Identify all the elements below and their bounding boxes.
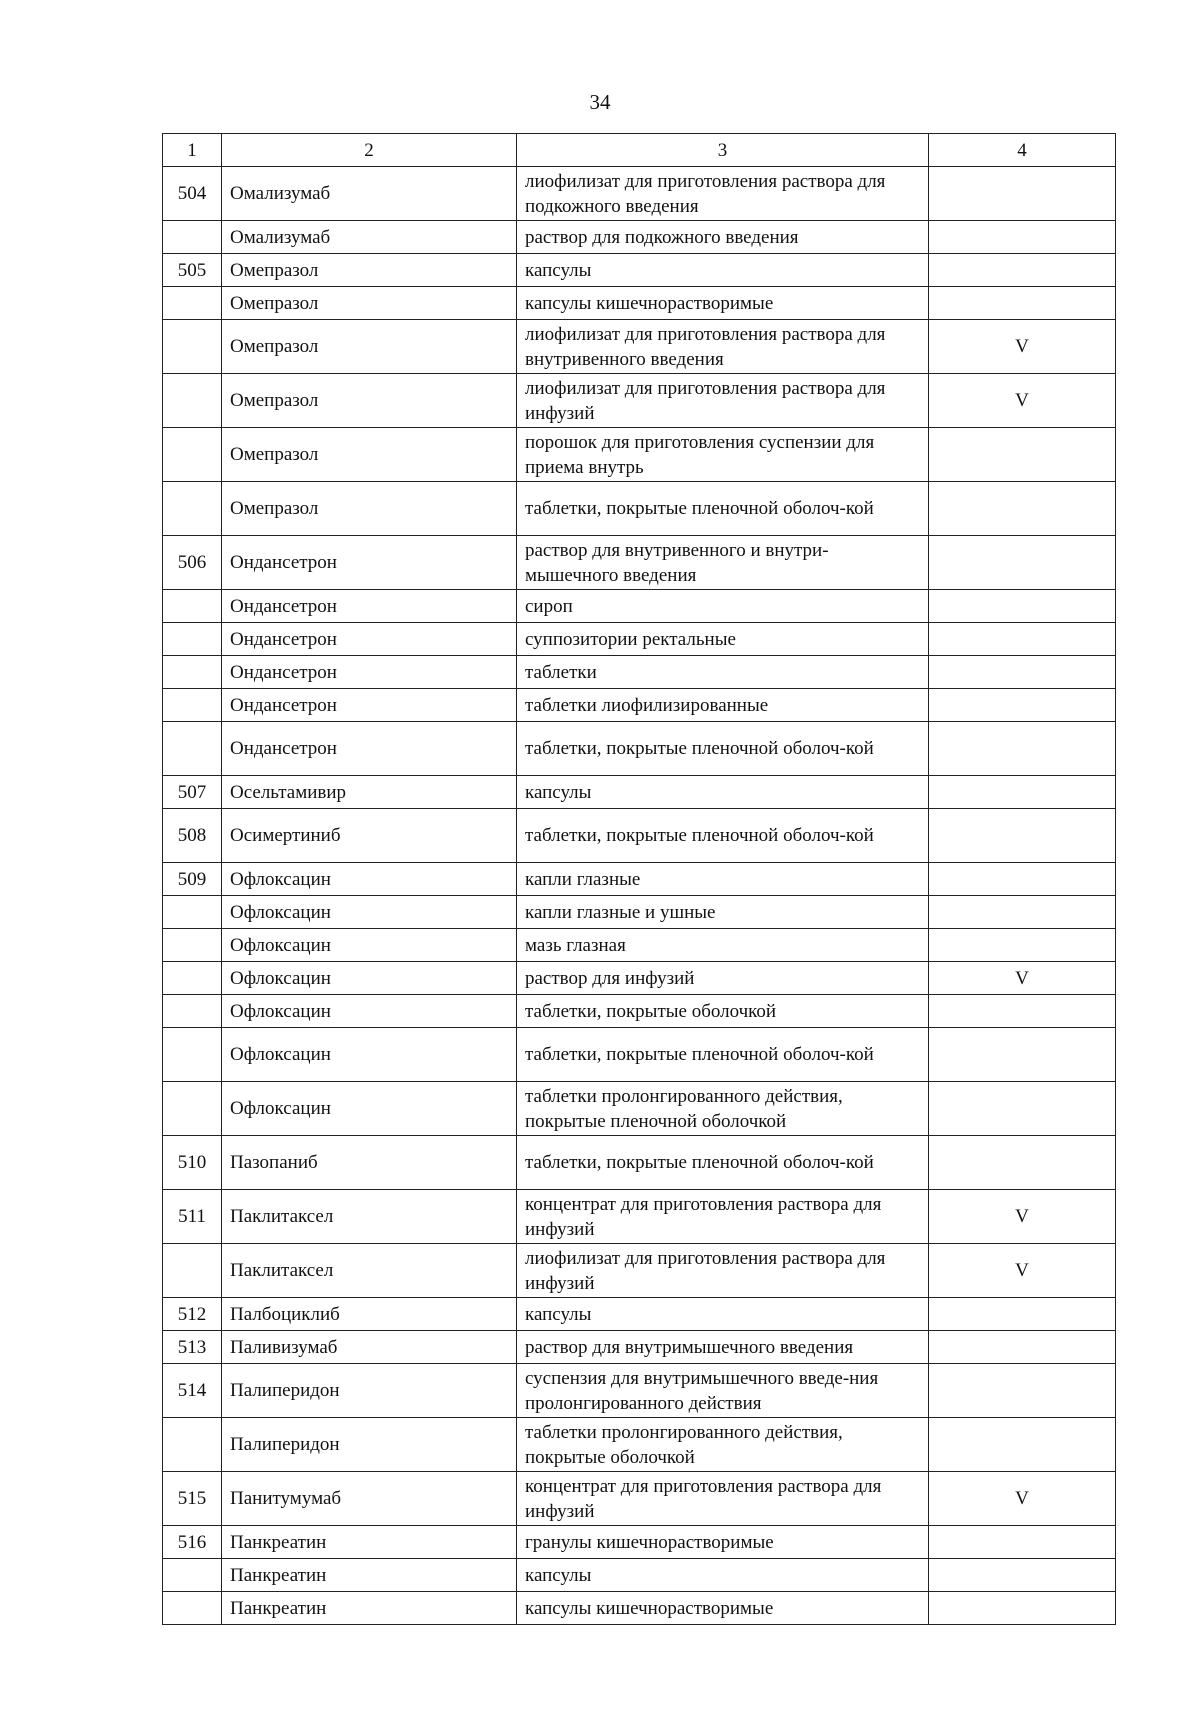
drug-name: Ондансетрон <box>222 590 517 623</box>
mark-cell <box>929 929 1116 962</box>
drug-name: Омализумаб <box>222 167 517 221</box>
table-row <box>163 776 1116 809</box>
row-number <box>163 1559 222 1592</box>
row-number: 507 <box>163 776 222 809</box>
drug-name: Паклитаксел <box>222 1190 517 1244</box>
mark-cell <box>929 995 1116 1028</box>
row-number <box>163 320 222 374</box>
table-row <box>163 167 1116 221</box>
mark-cell <box>929 482 1116 536</box>
mark-cell <box>929 896 1116 929</box>
mark-cell <box>929 590 1116 623</box>
dosage-form: суспензия для внутримышечного введе-ния пролонгированного действия <box>517 1364 929 1418</box>
drug-name: Офлоксацин <box>222 929 517 962</box>
table-row <box>163 809 1116 863</box>
mark-cell <box>929 722 1116 776</box>
row-number <box>163 962 222 995</box>
drug-name: Ондансетрон <box>222 623 517 656</box>
table-row <box>163 428 1116 482</box>
dosage-form: таблетки <box>517 656 929 689</box>
dosage-form: концентрат для приготовления раствора для инфузий <box>517 1190 929 1244</box>
drug-name: Омепразол <box>222 287 517 320</box>
drug-name: Офлоксацин <box>222 1028 517 1082</box>
table-row <box>163 374 1116 428</box>
table-row <box>163 896 1116 929</box>
mark-cell <box>929 1418 1116 1472</box>
dosage-form: таблетки, покрытые оболочкой <box>517 995 929 1028</box>
row-number <box>163 1592 222 1625</box>
drug-name: Ондансетрон <box>222 689 517 722</box>
drug-table <box>162 133 1116 1625</box>
row-number <box>163 1028 222 1082</box>
header-col-4: 4 <box>929 134 1116 167</box>
row-number <box>163 623 222 656</box>
mark-cell <box>929 1526 1116 1559</box>
drug-name: Палиперидон <box>222 1364 517 1418</box>
drug-name: Омализумаб <box>222 221 517 254</box>
row-number <box>163 929 222 962</box>
row-number <box>163 1082 222 1136</box>
drug-name: Омепразол <box>222 428 517 482</box>
table-header-row <box>163 134 1116 167</box>
dosage-form: таблетки, покрытые пленочной оболоч-кой <box>517 482 929 536</box>
row-number: 514 <box>163 1364 222 1418</box>
dosage-form: капсулы <box>517 1298 929 1331</box>
drug-name: Панкреатин <box>222 1526 517 1559</box>
drug-name: Офлоксацин <box>222 863 517 896</box>
mark-cell <box>929 287 1116 320</box>
row-number: 512 <box>163 1298 222 1331</box>
page-number: 34 <box>589 90 611 114</box>
mark-cell <box>929 536 1116 590</box>
row-number: 505 <box>163 254 222 287</box>
row-number <box>163 287 222 320</box>
table-row <box>163 656 1116 689</box>
dosage-form: раствор для инфузий <box>517 962 929 995</box>
row-number: 511 <box>163 1190 222 1244</box>
row-number: 508 <box>163 809 222 863</box>
row-number <box>163 1244 222 1298</box>
row-number: 516 <box>163 1526 222 1559</box>
header-col-3: 3 <box>517 134 929 167</box>
mark-cell <box>929 656 1116 689</box>
dosage-form: таблетки, покрытые пленочной оболоч-кой <box>517 809 929 863</box>
row-number <box>163 722 222 776</box>
mark-cell <box>929 809 1116 863</box>
table-body <box>163 167 1116 1625</box>
mark-cell <box>929 1559 1116 1592</box>
drug-name: Пазопаниб <box>222 1136 517 1190</box>
drug-name: Панкреатин <box>222 1559 517 1592</box>
row-number: 510 <box>163 1136 222 1190</box>
drug-name: Омепразол <box>222 482 517 536</box>
table-row <box>163 1244 1116 1298</box>
table-row <box>163 1526 1116 1559</box>
table-row <box>163 320 1116 374</box>
mark-cell <box>929 1331 1116 1364</box>
drug-name: Омепразол <box>222 320 517 374</box>
dosage-form: капсулы <box>517 254 929 287</box>
row-number <box>163 896 222 929</box>
mark-cell <box>929 167 1116 221</box>
drug-name: Офлоксацин <box>222 995 517 1028</box>
dosage-form: раствор для подкожного введения <box>517 221 929 254</box>
table-row <box>163 623 1116 656</box>
mark-cell <box>929 1364 1116 1418</box>
mark-cell <box>929 1082 1116 1136</box>
table-row <box>163 929 1116 962</box>
table-row <box>163 1592 1116 1625</box>
table-row <box>163 536 1116 590</box>
mark-cell <box>929 428 1116 482</box>
table-row <box>163 590 1116 623</box>
table-row <box>163 1136 1116 1190</box>
dosage-form: таблетки, покрытые пленочной оболоч-кой <box>517 1028 929 1082</box>
table-row <box>163 287 1116 320</box>
dosage-form: сироп <box>517 590 929 623</box>
drug-name: Паклитаксел <box>222 1244 517 1298</box>
mark-cell <box>929 689 1116 722</box>
mark-cell <box>929 863 1116 896</box>
table-row <box>163 1364 1116 1418</box>
drug-name: Палбоциклиб <box>222 1298 517 1331</box>
dosage-form: лиофилизат для приготовления раствора для внутривенного введения <box>517 320 929 374</box>
row-number: 504 <box>163 167 222 221</box>
drug-name: Ондансетрон <box>222 656 517 689</box>
dosage-form: раствор для внутримышечного введения <box>517 1331 929 1364</box>
dosage-form: таблетки пролонгированного действия, покрытые оболочкой <box>517 1418 929 1472</box>
dosage-form: капсулы <box>517 776 929 809</box>
drug-name: Омепразол <box>222 374 517 428</box>
drug-name: Паливизумаб <box>222 1331 517 1364</box>
dosage-form: капсулы <box>517 1559 929 1592</box>
table-row <box>163 1028 1116 1082</box>
row-number: 515 <box>163 1472 222 1526</box>
drug-name: Осельтамивир <box>222 776 517 809</box>
dosage-form: гранулы кишечнорастворимые <box>517 1526 929 1559</box>
drug-name: Офлоксацин <box>222 962 517 995</box>
table-row <box>163 1472 1116 1526</box>
table-row <box>163 1082 1116 1136</box>
table-row <box>163 1331 1116 1364</box>
dosage-form: капли глазные и ушные <box>517 896 929 929</box>
mark-cell <box>929 1136 1116 1190</box>
mark-cell: V <box>929 1472 1116 1526</box>
table-row <box>163 962 1116 995</box>
drug-name: Осимертиниб <box>222 809 517 863</box>
table-row <box>163 863 1116 896</box>
table-row <box>163 722 1116 776</box>
row-number <box>163 590 222 623</box>
mark-cell <box>929 254 1116 287</box>
dosage-form: раствор для внутривенного и внутри-мышечного введения <box>517 536 929 590</box>
row-number <box>163 428 222 482</box>
drug-name: Панитумумаб <box>222 1472 517 1526</box>
dosage-form: капли глазные <box>517 863 929 896</box>
drug-name: Ондансетрон <box>222 536 517 590</box>
table-row <box>163 1190 1116 1244</box>
dosage-form: суппозитории ректальные <box>517 623 929 656</box>
dosage-form: таблетки пролонгированного действия, покрытые пленочной оболочкой <box>517 1082 929 1136</box>
drug-name: Офлоксацин <box>222 1082 517 1136</box>
dosage-form: порошок для приготовления суспензии для приема внутрь <box>517 428 929 482</box>
table-row <box>163 221 1116 254</box>
drug-name: Омепразол <box>222 254 517 287</box>
dosage-form: лиофилизат для приготовления раствора для инфузий <box>517 1244 929 1298</box>
row-number <box>163 689 222 722</box>
mark-cell <box>929 776 1116 809</box>
mark-cell <box>929 1298 1116 1331</box>
mark-cell: V <box>929 1244 1116 1298</box>
mark-cell: V <box>929 374 1116 428</box>
header-col-2: 2 <box>222 134 517 167</box>
row-number <box>163 995 222 1028</box>
drug-name: Ондансетрон <box>222 722 517 776</box>
mark-cell: V <box>929 962 1116 995</box>
row-number: 509 <box>163 863 222 896</box>
mark-cell <box>929 221 1116 254</box>
row-number <box>163 1418 222 1472</box>
table-row <box>163 1559 1116 1592</box>
dosage-form: капсулы кишечнорастворимые <box>517 287 929 320</box>
mark-cell <box>929 1592 1116 1625</box>
dosage-form: таблетки, покрытые пленочной оболоч-кой <box>517 722 929 776</box>
row-number <box>163 482 222 536</box>
drug-name: Панкреатин <box>222 1592 517 1625</box>
table-row <box>163 1418 1116 1472</box>
table-row <box>163 1298 1116 1331</box>
row-number: 513 <box>163 1331 222 1364</box>
mark-cell: V <box>929 320 1116 374</box>
row-number <box>163 221 222 254</box>
drug-name: Офлоксацин <box>222 896 517 929</box>
row-number <box>163 656 222 689</box>
table-row <box>163 689 1116 722</box>
dosage-form: таблетки, покрытые пленочной оболоч-кой <box>517 1136 929 1190</box>
dosage-form: лиофилизат для приготовления раствора для подкожного введения <box>517 167 929 221</box>
dosage-form: лиофилизат для приготовления раствора для инфузий <box>517 374 929 428</box>
mark-cell <box>929 1028 1116 1082</box>
table-row <box>163 254 1116 287</box>
mark-cell <box>929 623 1116 656</box>
row-number: 506 <box>163 536 222 590</box>
dosage-form: таблетки лиофилизированные <box>517 689 929 722</box>
header-col-1: 1 <box>163 134 222 167</box>
table-row <box>163 482 1116 536</box>
dosage-form: мазь глазная <box>517 929 929 962</box>
dosage-form: концентрат для приготовления раствора для инфузий <box>517 1472 929 1526</box>
row-number <box>163 374 222 428</box>
dosage-form: капсулы кишечнорастворимые <box>517 1592 929 1625</box>
table-row <box>163 995 1116 1028</box>
mark-cell: V <box>929 1190 1116 1244</box>
drug-name: Палиперидон <box>222 1418 517 1472</box>
